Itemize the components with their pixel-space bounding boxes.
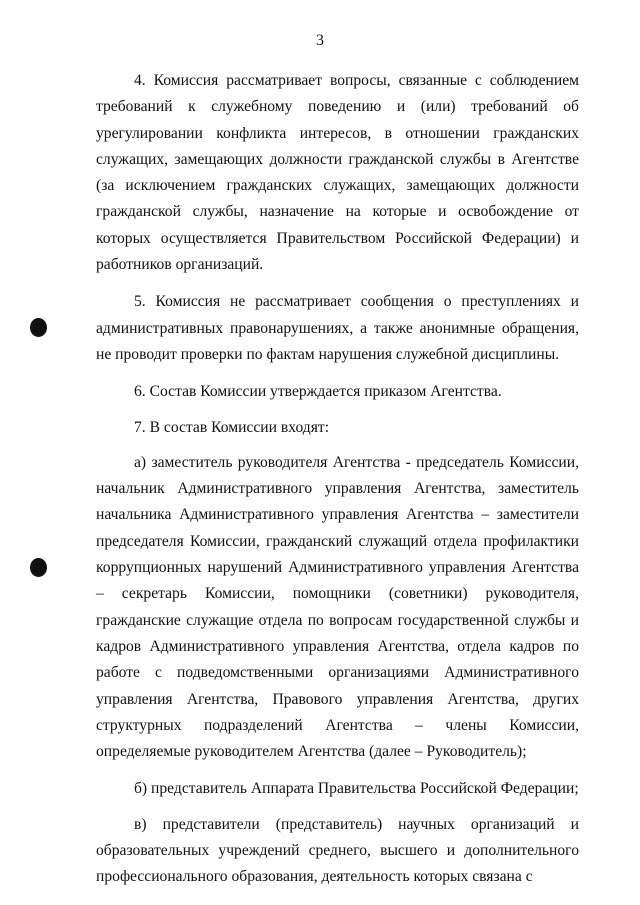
paragraph-7a: а) заместитель руководителя Агентства - председатель Комиссии, начальник Административного управления Агентства, заместитель начальника Административного управления Агентства – заместители председателя Комиссии, гражданский служащий отдела профилактики коррупционных нарушений Административного управления Агентства – секретарь Комиссии, помощники (советники) руководителя, гражданские служащие отдела по вопросам государственной службы и кадров Административного управления Агентства, отдела кадров по работе с подведомственными организациями Административного управления Агентства, Правового управления Агентства, других структурных подразделений Агентства – члены Комиссии, определяемые руководителем Агентства (далее – Руководитель);	[96, 453, 579, 761]
paragraph-4: 4. Комиссия рассматривает вопросы, связанные с соблюдением требований к служебному поведению и (или) требований об урегулировании конфликта интересов, в отношении гражданских служащих, замещающих должности гражданской службы в Агентстве (за исключением гражданских служащих, замещающих должности гражданской службы, назначение на которые и освобождение от которых осуществляется Правительством Российской Федерации) и работников организаций.	[96, 72, 579, 274]
paragraph-7v: в) представители (представитель) научных организаций и образовательных учреждений среднего, высшего и дополнительного профессионального образования, деятельность которых связана с	[96, 815, 579, 886]
paragraph-6: 6. Состав Комиссии утверждается приказом Агентства.	[134, 383, 502, 401]
binder-hole-top	[30, 318, 47, 337]
page-number: 3	[316, 32, 324, 49]
paragraph-7b: б) представитель Аппарата Правительства Российской Федерации;	[134, 780, 579, 798]
binder-hole-bottom	[30, 558, 47, 577]
paragraph-7: 7. В состав Комиссии входят:	[134, 418, 330, 436]
document-body	[96, 68, 579, 902]
paragraph-5: 5. Комиссия не рассматривает сообщения о преступлениях и административных правонарушениях, а также анонимные обращения, не проводит проверки по фактам нарушения служебной дисциплины.	[96, 293, 579, 363]
